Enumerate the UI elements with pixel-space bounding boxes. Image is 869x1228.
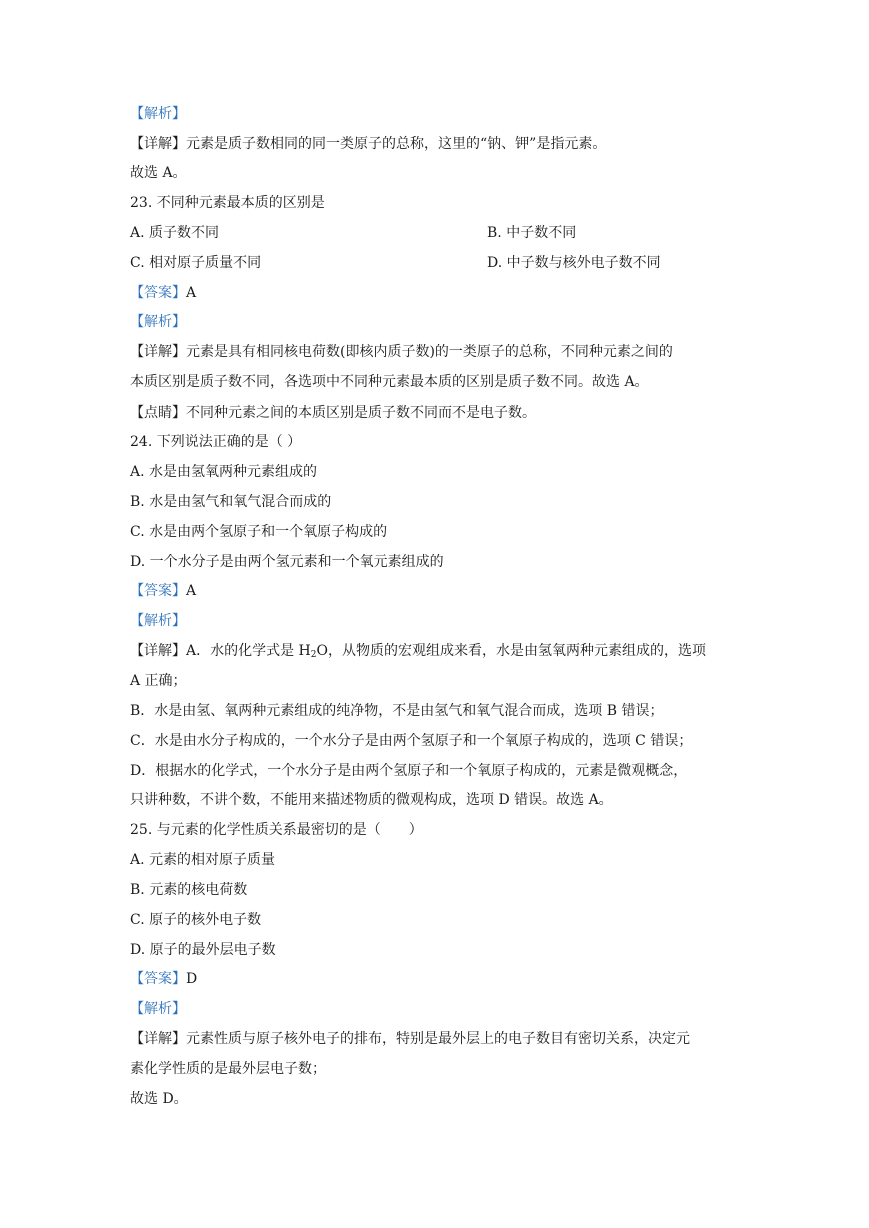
q23-option-a: A. 质子数不同	[130, 225, 220, 241]
q25-detail-1: 【详解】元素性质与原子核外电子的排布，特别是最外层上的电子数目有密切关系，决定元	[130, 1031, 690, 1047]
q23-option-b: B. 中子数不同	[487, 225, 577, 241]
q25-option-b: B. 元素的核电荷数	[130, 882, 248, 898]
q24-option-c: C. 水是由两个氢原子和一个氧原子构成的	[130, 524, 388, 540]
q23-analysis-heading: 【解析】	[130, 314, 186, 330]
q25-option-a: A. 元素的相对原子质量	[130, 852, 276, 868]
question-24: 24. 下列说法正确的是（ ）	[130, 434, 302, 450]
detail-paragraph: 【详解】元素是质子数相同的同一类原子的总称，这里的“钠、钾”是指元素。	[130, 136, 607, 152]
q24-detail-4: C．水是由水分子构成的，一个水分子是由两个氢原子和一个氧原子构成的，选项 C 错误；	[130, 733, 693, 749]
q24-detail-5: D．根据水的化学式，一个水分子是由两个氢原子和一个氧原子构成的，元素是微观概念，	[130, 763, 688, 779]
q23-option-c: C. 相对原子质量不同	[130, 255, 262, 271]
q24-answer: 【答案】A	[130, 583, 197, 599]
q25-option-d: D. 原子的最外层电子数	[130, 942, 276, 958]
q24-detail-6: 只讲种数，不讲个数，不能用来描述物质的微观构成，选项 D 错误。故选 A。	[130, 792, 613, 808]
question-25: 25. 与元素的化学性质关系最密切的是（ ）	[130, 822, 423, 838]
q25-answer: 【答案】D	[130, 971, 198, 987]
q23-detail-2: 本质区别是质子数不同，各选项中不同种元素最本质的区别是质子数不同。故选 A。	[130, 374, 649, 390]
q25-analysis-heading: 【解析】	[130, 1001, 186, 1017]
q25-option-c: C. 原子的核外电子数	[130, 912, 262, 928]
q23-option-d: D. 中子数与核外电子数不同	[487, 255, 661, 271]
conclusion-line: 故选 A。	[130, 165, 187, 181]
analysis-heading: 【解析】	[130, 106, 186, 122]
q24-option-d: D. 一个水分子是由两个氢元素和一个氧元素组成的	[130, 554, 444, 570]
detail-label: 【详解】	[130, 136, 186, 152]
q24-analysis-heading: 【解析】	[130, 613, 186, 629]
q23-comment: 【点睛】不同种元素之间的本质区别是质子数不同而不是电子数。	[130, 405, 536, 421]
q24-option-a: A. 水是由氢氧两种元素组成的	[130, 464, 318, 480]
question-23: 23. 不同种元素最本质的区别是	[130, 195, 325, 211]
q24-detail-1: 【详解】A．水的化学式是 $H_2O$，从物质的宏观组成来看，水是由氢氧两种元素组成的，选项	[130, 643, 706, 660]
q24-detail-3: B．水是由氢、氧两种元素组成的纯净物，不是由氢气和氧气混合而成，选项 B 错误；	[130, 703, 664, 719]
q24-option-b: B. 水是由氢气和氧气混合而成的	[130, 494, 332, 510]
q25-detail-2: 素化学性质的是最外层电子数；	[130, 1061, 326, 1077]
q23-answer: 【答案】A	[130, 285, 197, 301]
q24-detail-2: A 正确；	[130, 673, 187, 689]
q25-detail-3: 故选 D。	[130, 1091, 188, 1107]
q23-detail-1: 【详解】元素是具有相同核电荷数(即核内质子数)的一类原子的总称，不同种元素之间的	[130, 344, 673, 360]
